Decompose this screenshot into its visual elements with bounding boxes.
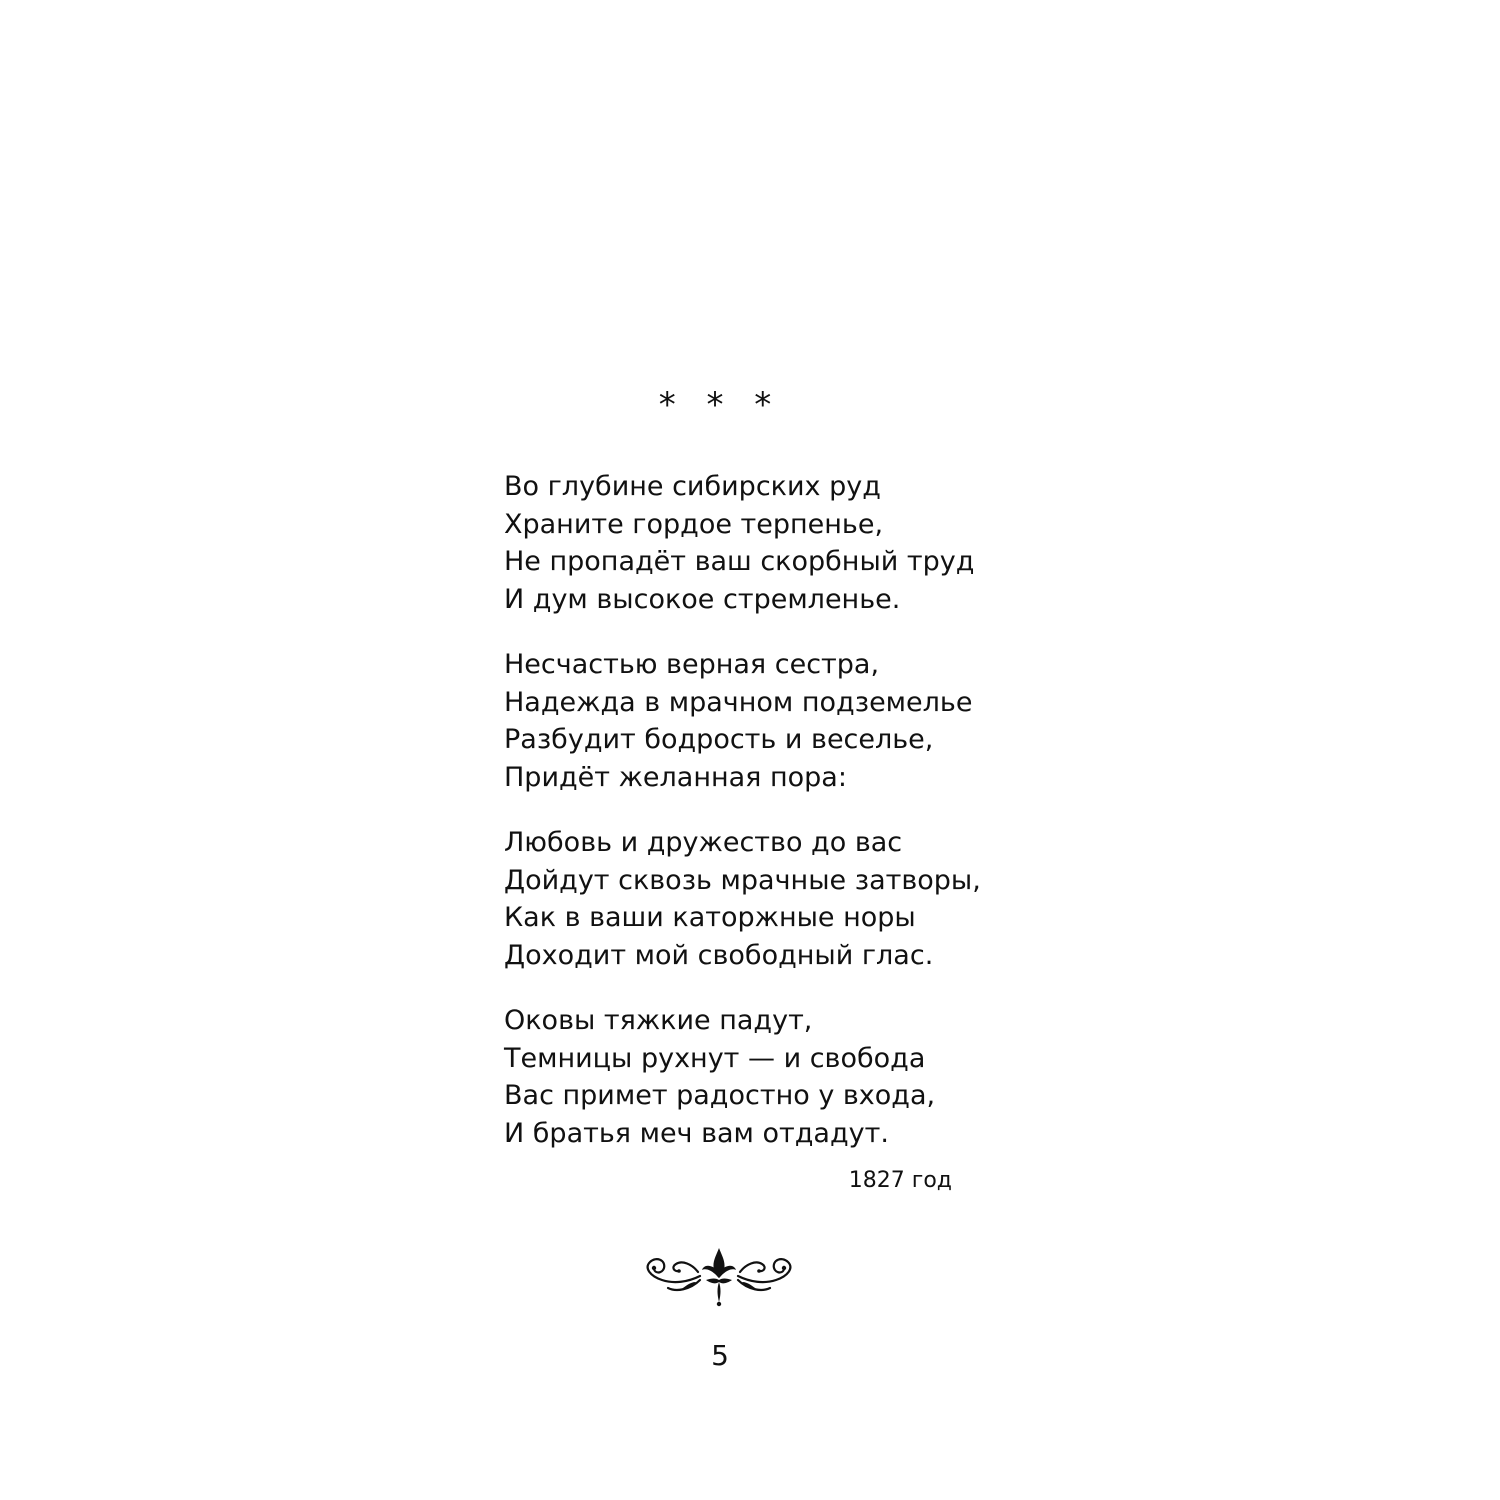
poem-line: Как в ваши каторжные норы <box>504 902 916 933</box>
poem-line: Придёт желанная пора: <box>504 761 847 793</box>
poem-line: Храните гордое терпенье, <box>504 508 884 540</box>
stanza <box>504 1002 974 1152</box>
poem-line: Оковы тяжкие падут, <box>504 1005 813 1036</box>
fleuron-ornament-icon <box>636 1242 802 1308</box>
stanza <box>504 824 981 974</box>
poem-line: И дум высокое стремленье. <box>504 583 901 615</box>
poem-line: Доходит мой свободный глас. <box>504 939 934 971</box>
poem-line: Надежда в мрачном подземелье <box>504 686 973 718</box>
stanza <box>504 646 974 796</box>
poem-line: Несчастью верная сестра, <box>504 649 880 680</box>
poem-line: Во глубине сибирских руд <box>504 471 881 502</box>
poem-line: Дойдут сквозь мрачные затворы, <box>504 864 981 896</box>
page-number: 5 <box>711 1339 729 1372</box>
poem-line: И братья меч вам отдадут. <box>504 1117 889 1149</box>
poem <box>504 468 981 1180</box>
poem-date: 1827 год <box>848 1168 952 1193</box>
poem-line: Темницы рухнут — и свобода <box>504 1042 926 1074</box>
section-asterisks: * * * <box>658 385 782 425</box>
poem-line: Не пропадёт ваш скорбный труд <box>504 546 975 577</box>
stanza <box>504 468 974 618</box>
poem-line: Любовь и дружество до вас <box>504 827 903 858</box>
poem-line: Вас примет радостно у входа, <box>504 1080 936 1111</box>
poem-line: Разбудит бодрость и веселье, <box>504 724 934 755</box>
